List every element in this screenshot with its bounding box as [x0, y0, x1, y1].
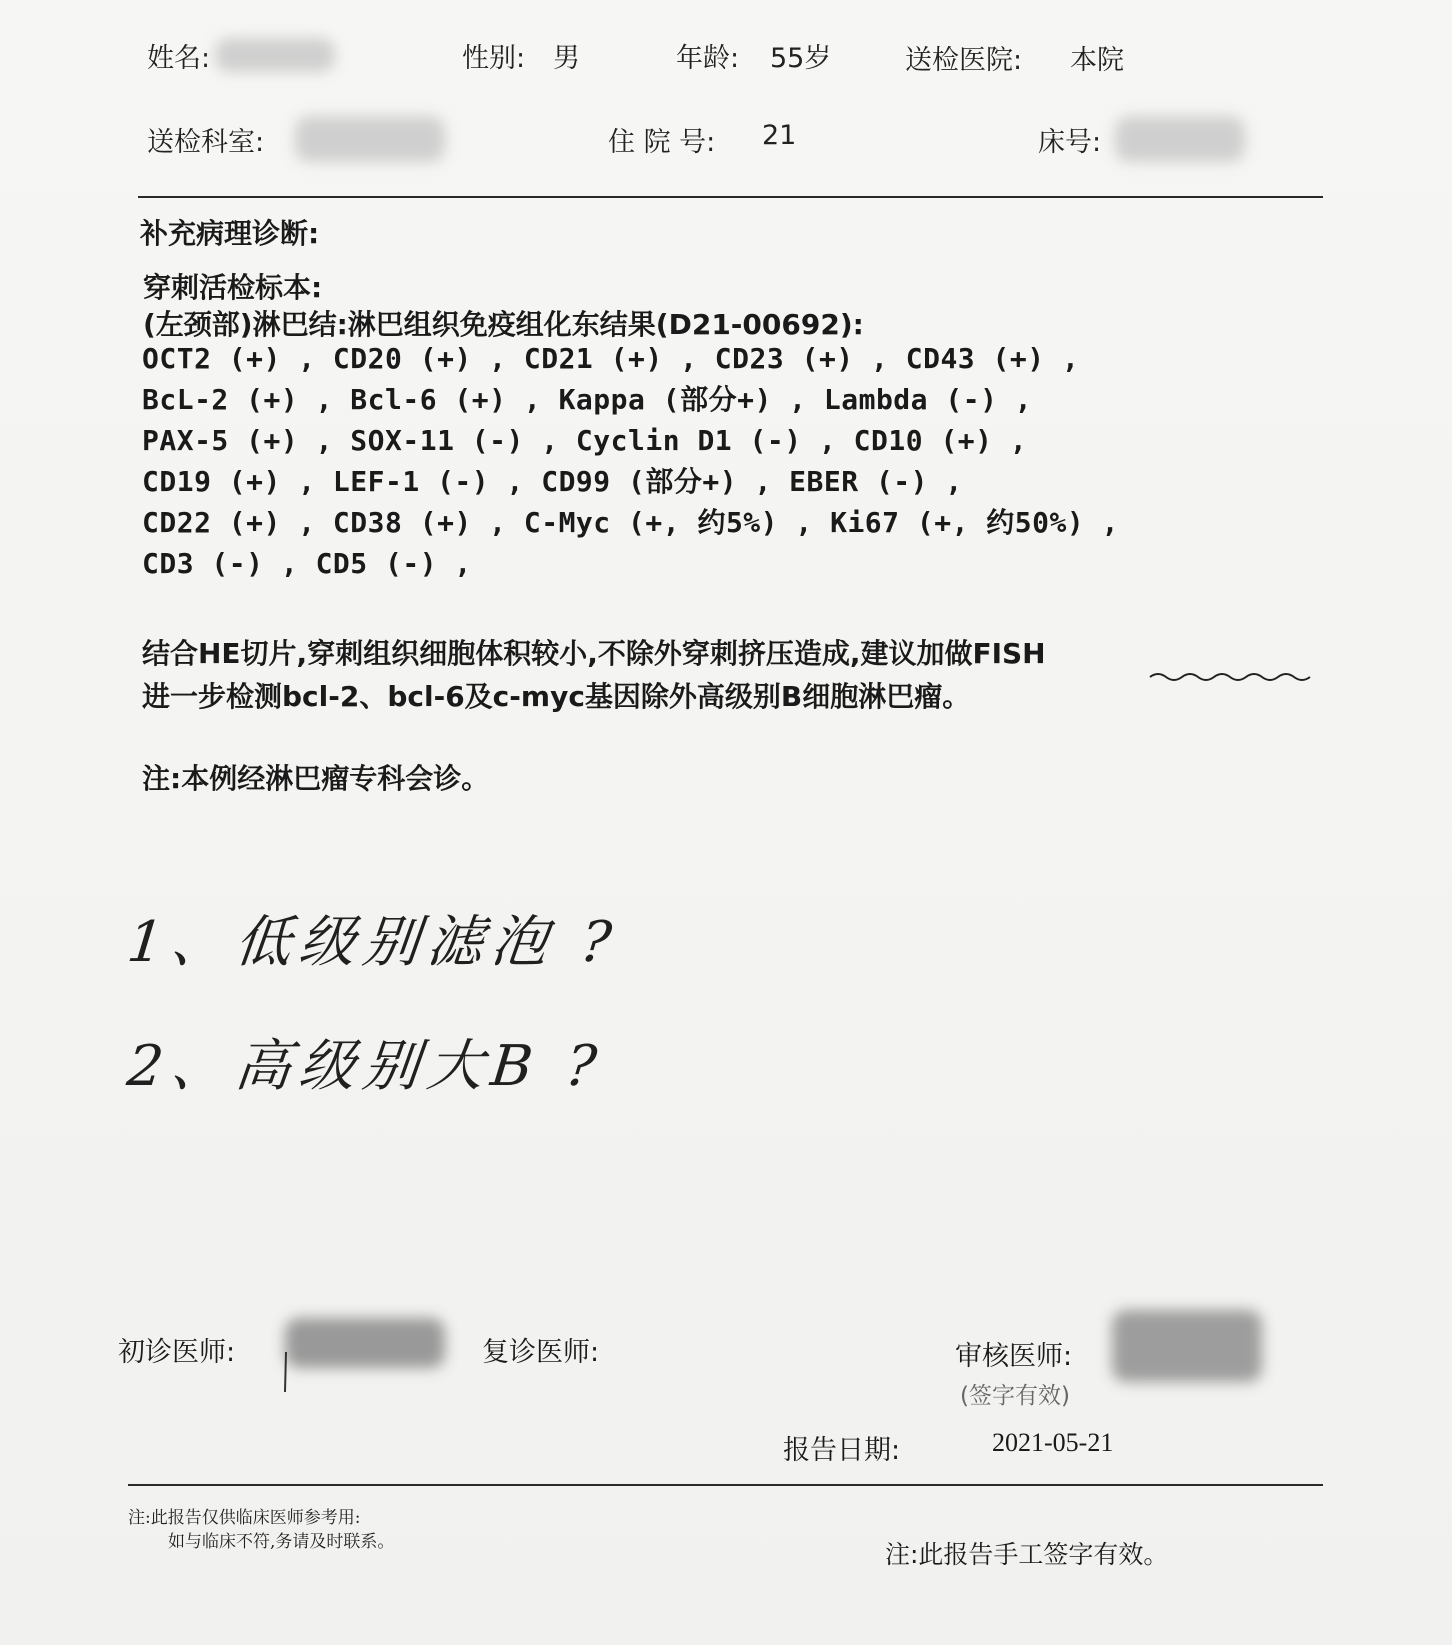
ihc-line: CD3 (-) , CD5 (-) ,	[142, 547, 472, 580]
name-redacted	[215, 38, 335, 72]
comment-line-1: 结合HE切片,穿刺组织细胞体积较小,不除外穿刺挤压造成,建议加做FISH	[142, 637, 1046, 670]
site-line: (左颈部)淋巴结:淋巴组织免疫组化东结果(D21-00692):	[143, 308, 864, 341]
audit-doctor-label: 审核医师:	[955, 1341, 1073, 1372]
dept-label: 送检科室:	[147, 127, 265, 158]
sex-value: 男	[553, 43, 580, 74]
specimen-label: 穿刺活检标本:	[143, 271, 323, 304]
admission-value: 21	[762, 120, 797, 151]
handwritten-line-1: 1、低级别滤泡 ?	[124, 910, 623, 975]
footer-note-2: 如与临床不符,务请及时联系。	[168, 1532, 395, 1552]
ihc-line: CD19 (+) , LEF-1 (-) , CD99 (部分+) , EBER (-) ,	[142, 465, 963, 498]
admission-label: 住 院 号:	[608, 127, 716, 158]
handwritten-line-2: 2、高级别大B ?	[124, 1034, 608, 1099]
consult-note: 注:本例经淋巴瘤专科会诊。	[142, 762, 490, 795]
ihc-line: CD22 (+) , CD38 (+) , C-Myc (+, 约5%) , Ki67 (+, 约50%) ,	[142, 506, 1119, 539]
diagnosis-title: 补充病理诊断:	[140, 217, 320, 250]
bed-redacted	[1115, 116, 1245, 162]
signature-valid-note: (签字有效)	[960, 1383, 1070, 1409]
review-doctor-label: 复诊医师:	[482, 1337, 600, 1368]
report-date-label: 报告日期:	[783, 1435, 901, 1466]
wavy-underline	[1148, 670, 1318, 684]
ihc-results	[142, 338, 1302, 584]
hospital-value: 本院	[1070, 45, 1124, 76]
initial-doctor-label: 初诊医师:	[118, 1337, 236, 1368]
sex-label: 性别:	[462, 43, 526, 74]
ihc-line: PAX-5 (+) , SOX-11 (-) , Cyclin D1 (-) , CD10 (+) ,	[142, 424, 1028, 457]
age-value: 55岁	[770, 43, 832, 74]
comment-line-2: 进一步检测bcl-2、bcl-6及c-myc基因除外高级别B细胞淋巴瘤。	[142, 680, 971, 713]
signature-stroke	[280, 1350, 292, 1394]
age-label: 年龄:	[676, 43, 740, 74]
initial-doctor-signature	[285, 1318, 445, 1368]
hospital-label: 送检医院:	[905, 45, 1023, 76]
report-date-value: 2021-05-21	[992, 1428, 1114, 1457]
footer-note-1: 注:此报告仅供临床医师参考用:	[128, 1508, 361, 1528]
ihc-line: OCT2 (+) , CD20 (+) , CD21 (+) , CD23 (+) , CD43 (+) ,	[142, 342, 1080, 375]
name-label: 姓名:	[147, 43, 211, 74]
audit-doctor-signature	[1112, 1310, 1262, 1382]
ihc-line: BcL-2 (+) , Bcl-6 (+) , Kappa (部分+) , Lambda (-) ,	[142, 383, 1033, 416]
header-divider	[138, 196, 1323, 198]
footer-note-right: 注:此报告手工签字有效。	[885, 1540, 1169, 1569]
bed-label: 床号:	[1038, 127, 1102, 158]
dept-redacted	[295, 116, 445, 162]
footer-divider	[128, 1484, 1323, 1486]
